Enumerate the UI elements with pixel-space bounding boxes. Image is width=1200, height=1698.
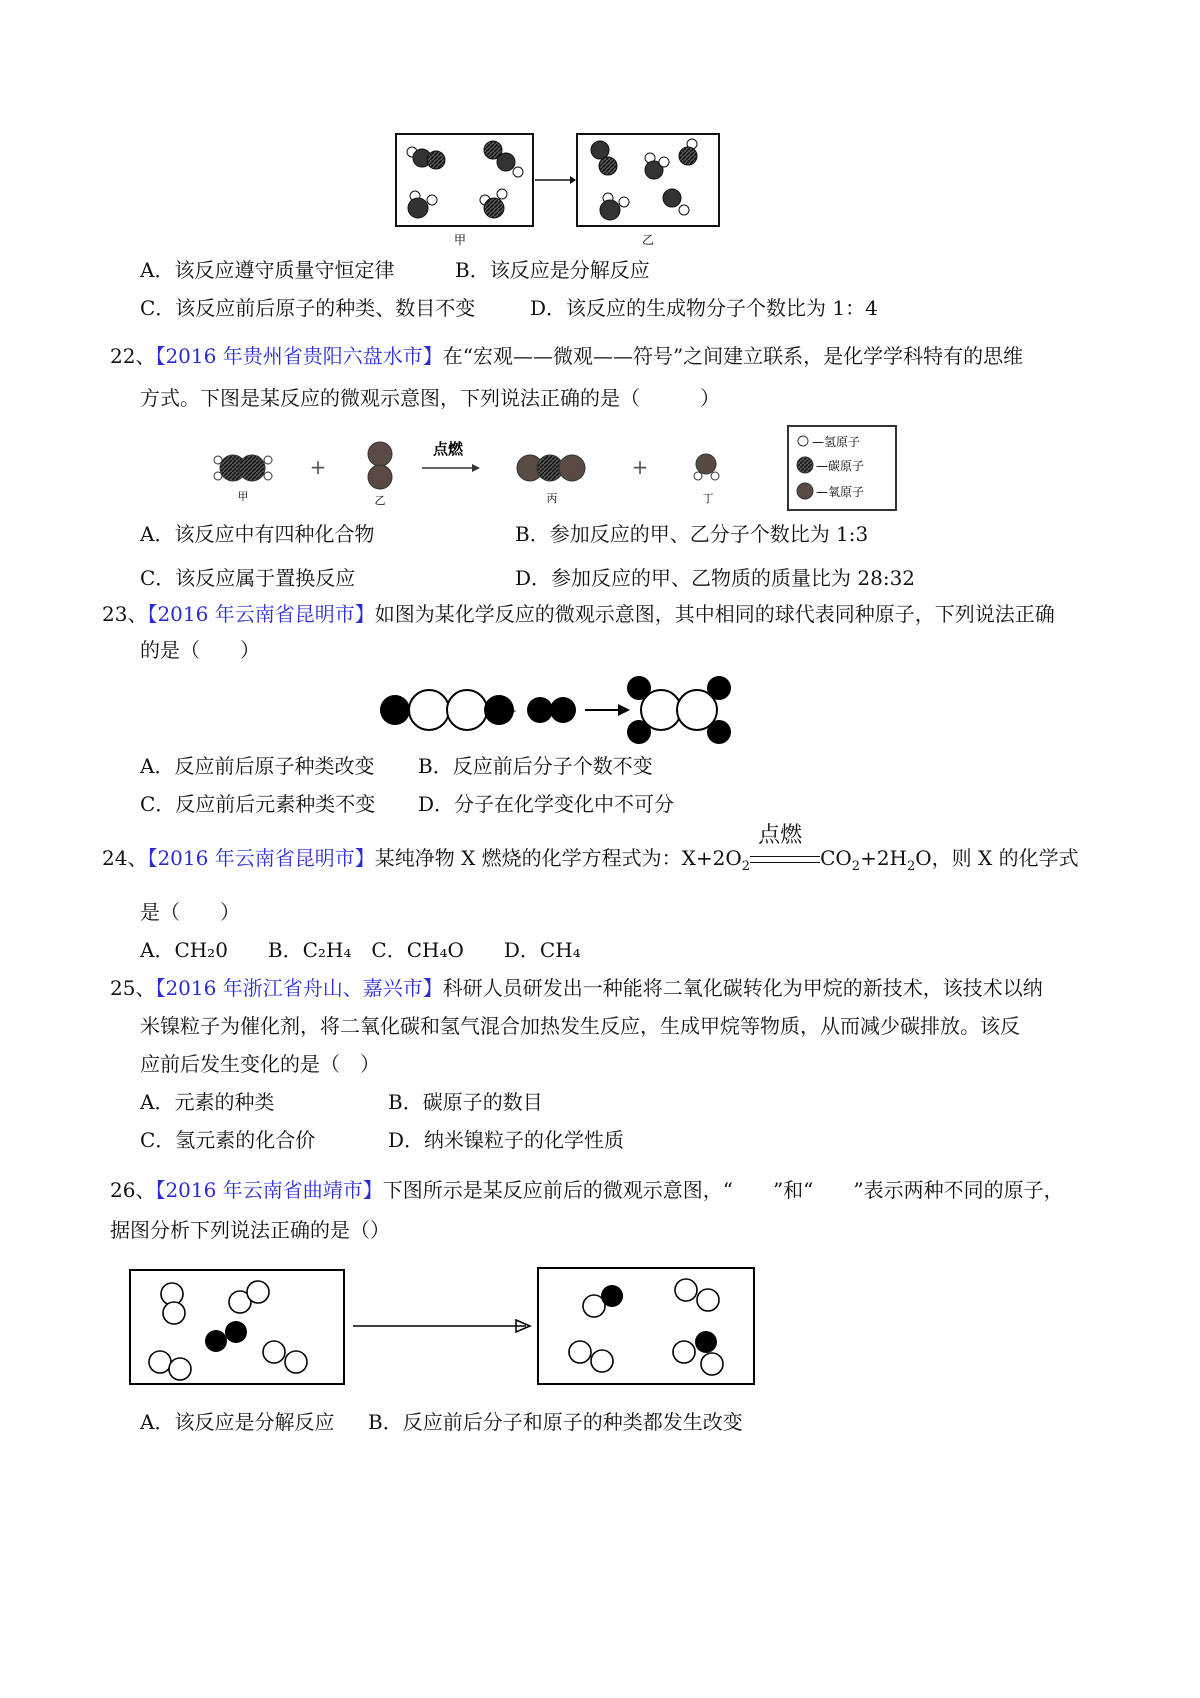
q25-option-d: D．纳米镍粒子的化学性质 bbox=[388, 1128, 625, 1152]
q21-molecule bbox=[600, 193, 629, 220]
q25-option-c: C．氢元素的化合价 bbox=[140, 1128, 316, 1152]
q22-stem-line2: 方式。下图是某反应的微观示意图，下列说法正确的是（ ） bbox=[140, 386, 720, 410]
q21-molecule bbox=[408, 191, 437, 218]
q26-molecule bbox=[205, 1321, 247, 1352]
q26-number: 26、 bbox=[110, 1178, 156, 1202]
q22-option-a: A．该反应中有四种化合物 bbox=[140, 522, 375, 546]
q21-option-d: D．该反应的生成物分子个数比为 1：4 bbox=[530, 296, 878, 320]
q21-molecule bbox=[484, 141, 523, 177]
q26-molecule bbox=[673, 1331, 723, 1375]
q24-stem-mid: CO bbox=[820, 846, 852, 870]
q26-option-b: B．反应前后分子和原子的种类都发生改变 bbox=[368, 1410, 743, 1434]
q22-figure bbox=[200, 424, 900, 516]
q23-molecule-reactant1 bbox=[380, 690, 514, 730]
q21-option-b: B．该反应是分解反应 bbox=[455, 258, 650, 282]
q26-molecule bbox=[583, 1285, 623, 1317]
q25-stem1: 科研人员研发出一种能将二氧化碳转化为甲烷的新技术，该技术以纳 bbox=[442, 976, 1043, 1000]
q26-stem-line2: 据图分析下列说法正确的是（） bbox=[110, 1218, 390, 1242]
q22-stem1: 在“宏观——微观——符号”之间建立联系，是化学学科特有的思维 bbox=[442, 344, 1024, 368]
q24-stem-line1 bbox=[102, 823, 1079, 881]
q22-label-jia: 甲 bbox=[237, 490, 249, 503]
q23-figure bbox=[375, 672, 740, 750]
q23-source: 【2016 年云南省昆明市】 bbox=[147, 602, 375, 626]
q22-molecule-yi bbox=[368, 442, 392, 489]
q24-options: A．CH₂0 B．C₂H₄ C．CH₄O D．CH₄ bbox=[140, 938, 581, 962]
q21-label-left: 甲 bbox=[453, 233, 467, 247]
q26-molecule bbox=[569, 1341, 613, 1372]
q26-molecule bbox=[161, 1283, 185, 1324]
q23-molecule-product bbox=[627, 676, 731, 744]
q26-figure bbox=[128, 1266, 758, 1388]
q24-sub-co2: 2 bbox=[851, 859, 861, 874]
q21-label-right: 乙 bbox=[641, 233, 655, 247]
q23-option-d: D．分子在化学变化中不可分 bbox=[418, 792, 675, 816]
q26-molecule bbox=[229, 1281, 269, 1313]
q23-option-c: C．反应前后元素种类不变 bbox=[140, 792, 376, 816]
q26-source: 【2016 年云南省曲靖市】 bbox=[155, 1178, 383, 1202]
q22-label-yi: 乙 bbox=[374, 494, 386, 507]
q23-molecule-reactant2 bbox=[527, 697, 576, 723]
q21-molecule bbox=[663, 189, 689, 215]
q22-condition: 点燃 bbox=[432, 440, 464, 458]
q23-plus: + bbox=[506, 704, 518, 718]
q22-label-ding: 丁 bbox=[702, 492, 714, 505]
q21-molecule bbox=[480, 189, 507, 218]
q26-molecule bbox=[675, 1279, 719, 1311]
q21-molecule bbox=[591, 141, 617, 175]
q22-option-c: C．该反应属于置换反应 bbox=[140, 566, 356, 590]
q24-stem-pre: 某纯净物 X 燃烧的化学方程式为：X+2O bbox=[374, 846, 742, 870]
q23-number: 23、 bbox=[102, 602, 148, 626]
q25-stem-line1 bbox=[110, 974, 1043, 1002]
q24-condition-arrow bbox=[750, 823, 820, 872]
q23-stem-line1 bbox=[102, 600, 1055, 628]
q22-option-b: B．参加反应的甲、乙分子个数比为 1:3 bbox=[515, 522, 869, 546]
q23-option-b: B．反应前后分子个数不变 bbox=[418, 754, 653, 778]
q23-stem-line2: 的是（ ） bbox=[140, 638, 260, 662]
q25-source: 【2016 年浙江省舟山、嘉兴市】 bbox=[155, 976, 443, 1000]
q24-stem-mid2: +2H bbox=[860, 846, 907, 870]
q22-plus-1: + bbox=[309, 455, 327, 479]
q24-number: 24、 bbox=[102, 846, 148, 870]
q24-condition: 点燃 bbox=[758, 823, 803, 848]
q22-stem-line1 bbox=[110, 342, 1023, 370]
q26-molecule bbox=[149, 1351, 191, 1380]
q22-molecule-jia bbox=[214, 455, 272, 481]
q26-stem-line1 bbox=[110, 1176, 1064, 1204]
q22-source: 【2016 年贵州省贵阳六盘水市】 bbox=[155, 344, 443, 368]
q21-molecule bbox=[679, 139, 697, 165]
q22-legend-o: —氧原子 bbox=[816, 485, 865, 499]
q22-number: 22、 bbox=[110, 344, 156, 368]
q23-stem1: 如图为某化学反应的微观示意图，其中相同的球代表同种原子，下列说法正确 bbox=[374, 602, 1055, 626]
q22-legend bbox=[788, 426, 896, 510]
q23-option-a: A．反应前后原子种类改变 bbox=[140, 754, 375, 778]
q25-stem-line2: 米镍粒子为催化剂，将二氧化碳和氢气混合加热发生反应，生成甲烷等物质，从而减少碳排放。该反 bbox=[140, 1014, 1020, 1038]
q25-number: 25、 bbox=[110, 976, 156, 1000]
q21-figure bbox=[390, 128, 730, 248]
q26-molecule bbox=[263, 1341, 307, 1373]
q22-legend-h: —氢原子 bbox=[812, 435, 861, 449]
q24-stem-line2: 是（ ） bbox=[140, 900, 240, 924]
q21-molecule bbox=[645, 153, 669, 179]
q25-option-b: B．碳原子的数目 bbox=[388, 1090, 543, 1114]
q21-option-c: C．该反应前后原子的种类、数目不变 bbox=[140, 296, 476, 320]
q24-sub-h2o: 2 bbox=[907, 859, 916, 874]
q22-option-d: D．参加反应的甲、乙物质的质量比为 28:32 bbox=[515, 566, 916, 590]
q21-option-a: A．该反应遵守质量守恒定律 bbox=[140, 258, 395, 282]
q22-label-bing: 丙 bbox=[546, 492, 558, 505]
q25-option-a: A．元素的种类 bbox=[140, 1090, 275, 1114]
q24-sub-o2: 2 bbox=[741, 859, 751, 874]
q25-stem-line3: 应前后发生变化的是（ ） bbox=[140, 1052, 380, 1076]
q22-molecule-ding bbox=[694, 454, 719, 480]
q22-legend-c: —碳原子 bbox=[816, 459, 865, 473]
q22-plus-2: + bbox=[631, 455, 649, 479]
q26-option-a: A．该反应是分解反应 bbox=[140, 1410, 335, 1434]
q26-stem1: 下图所示是某反应前后的微观示意图，“ ”和“ ”表示两种不同的原子， bbox=[382, 1178, 1064, 1202]
q22-molecule-bing bbox=[517, 455, 585, 481]
q24-equals-bar bbox=[750, 856, 820, 863]
q21-molecule bbox=[407, 147, 445, 169]
q24-source: 【2016 年云南省昆明市】 bbox=[147, 846, 375, 870]
q24-stem-mid3: O，则 X 的化学式 bbox=[915, 846, 1079, 870]
